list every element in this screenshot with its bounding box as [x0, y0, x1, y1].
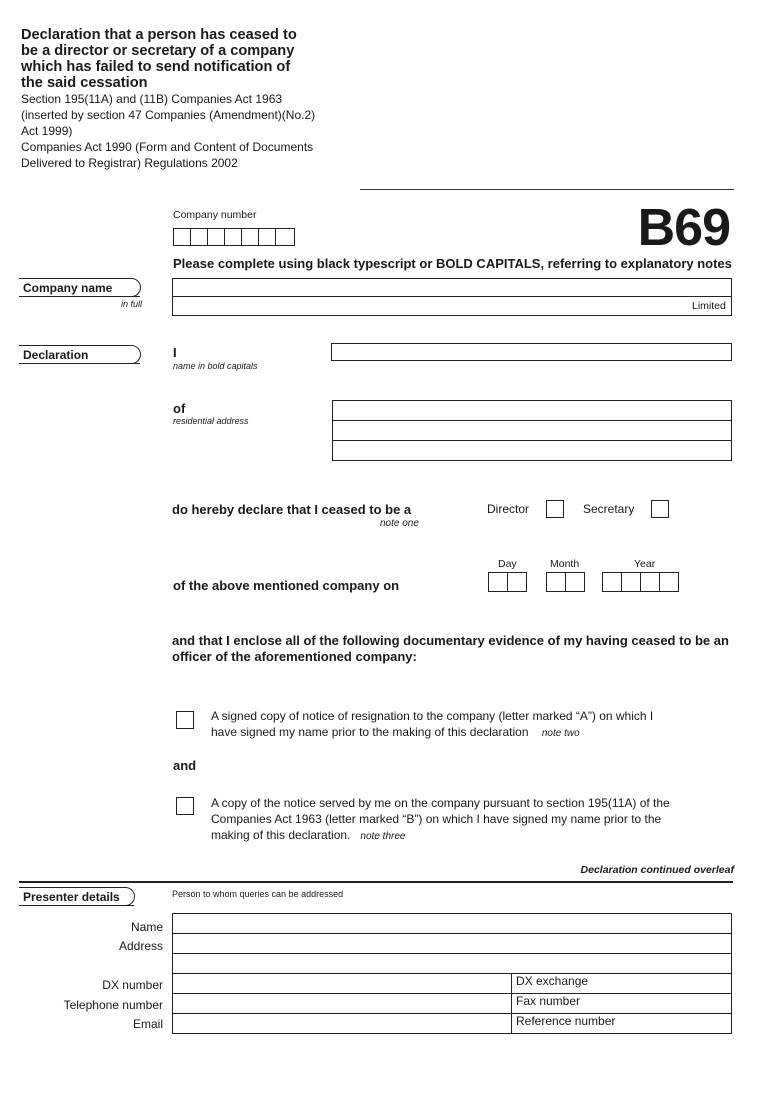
instructions: Please complete using black typescript or BOLD CAPITALS, referring to explanatory notes	[173, 256, 732, 271]
company-number-digit-box[interactable]	[173, 228, 191, 246]
address-field-line1[interactable]	[332, 400, 732, 421]
company-number-boxes	[173, 228, 295, 246]
month-digit-box[interactable]	[546, 572, 566, 592]
legal-reference-line: Delivered to Registrar) Regulations 2002	[21, 156, 238, 170]
email-field[interactable]	[173, 1014, 512, 1034]
note-three: note three	[360, 831, 406, 842]
name-hint: name in bold capitals	[173, 361, 258, 371]
presenter-name-field[interactable]	[173, 914, 732, 934]
company-number-label: Company number	[173, 209, 257, 221]
year-digit-box[interactable]	[640, 572, 660, 592]
i-label: I	[173, 345, 177, 360]
presenter-name-label: Name	[130, 920, 163, 934]
presenter-address-field-line1[interactable]	[173, 934, 732, 954]
year-label: Year	[634, 558, 656, 570]
company-name-field-line2[interactable]	[172, 296, 732, 316]
option-a-line-text: have signed my name prior to the making of this declaration	[211, 725, 529, 739]
option-b-line: Companies Act 1963 (letter marked “B”) on which I have signed my name prior to the	[211, 812, 662, 826]
company-number-digit-box[interactable]	[190, 228, 208, 246]
reference-number-field[interactable]	[512, 1014, 732, 1034]
title-line: which has failed to send notification of	[21, 59, 291, 75]
day-boxes	[488, 572, 527, 592]
presenter-address-field-line2[interactable]	[173, 954, 732, 974]
presenter-address-label: Address	[118, 939, 163, 953]
year-digit-box[interactable]	[659, 572, 679, 592]
address-field-line2[interactable]	[332, 420, 732, 441]
legal-reference-line: Section 195(11A) and (11B) Companies Act 1963	[21, 92, 283, 106]
dx-exchange-field[interactable]	[512, 974, 732, 994]
dx-number-label: DX number	[102, 978, 163, 992]
presenter-details-table	[172, 913, 732, 1034]
company-number-digit-box[interactable]	[224, 228, 242, 246]
email-label: Email	[132, 1017, 163, 1031]
title-line: be a director or secretary of a company	[21, 43, 295, 59]
continued-overleaf: Declaration continued overleaf	[580, 864, 734, 876]
director-label: Director	[487, 502, 530, 516]
date-statement: of the above mentioned company on	[173, 578, 400, 593]
reference-number-label: Reference number	[516, 1014, 616, 1028]
year-boxes	[602, 572, 679, 592]
note-one: note one	[380, 518, 419, 529]
address-field-line3[interactable]	[332, 440, 732, 461]
address-hint: residential address	[173, 416, 249, 426]
dx-exchange-label: DX exchange	[516, 974, 589, 988]
month-digit-box[interactable]	[565, 572, 585, 592]
legal-reference-line: (inserted by section 47 Companies (Amendment)(No.2)	[21, 108, 316, 122]
of-label: of	[173, 401, 186, 416]
year-digit-box[interactable]	[602, 572, 622, 592]
form-title	[21, 27, 321, 171]
header-divider	[360, 189, 734, 190]
form-code: B69	[637, 199, 730, 257]
telephone-field[interactable]	[173, 994, 512, 1014]
option-b-line: A copy of the notice served by me on the company pursuant to section 195(11A) of the	[211, 796, 670, 810]
section-divider	[19, 881, 733, 883]
legal-reference-line: Act 1999)	[21, 124, 73, 138]
enclose-statement: and that I enclose all of the following documentary evidence of my having ceased to be an officer of the aforementioned company:	[172, 633, 729, 664]
declaration-tag: Declaration	[19, 345, 141, 364]
presenter-details-tag: Presenter details	[19, 887, 135, 906]
note-two: note two	[541, 728, 580, 739]
month-boxes	[546, 572, 585, 592]
dx-number-field[interactable]	[173, 974, 512, 994]
day-digit-box[interactable]	[507, 572, 527, 592]
ceased-statement: do hereby declare that I ceased to be a	[172, 502, 412, 517]
company-name-tag: Company name	[19, 278, 141, 297]
title-line: Declaration that a person has ceased to	[21, 27, 297, 43]
option-a-line	[211, 724, 731, 742]
fax-number-label: Fax number	[516, 994, 581, 1008]
company-name-sublabel: in full	[121, 299, 143, 309]
secretary-checkbox[interactable]	[651, 500, 669, 518]
legal-reference-line: Companies Act 1990 (Form and Content of Documents	[21, 140, 314, 154]
option-b-text	[211, 795, 733, 845]
fax-number-field[interactable]	[512, 994, 732, 1014]
company-number-digit-box[interactable]	[258, 228, 276, 246]
company-name-field-line1[interactable]	[172, 278, 732, 297]
year-digit-box[interactable]	[621, 572, 641, 592]
declarant-name-field[interactable]	[331, 343, 732, 361]
company-number-digit-box[interactable]	[275, 228, 295, 246]
day-label: Day	[498, 558, 517, 570]
option-a-text	[211, 708, 731, 742]
queries-note: Person to whom queries can be addressed	[172, 889, 344, 899]
option-b-checkbox[interactable]	[176, 797, 194, 815]
telephone-label: Telephone number	[63, 998, 163, 1012]
title-line: the said cessation	[21, 75, 148, 91]
company-number-digit-box[interactable]	[207, 228, 225, 246]
option-a-checkbox[interactable]	[176, 711, 194, 729]
and-conjunction: and	[173, 758, 197, 773]
company-number-digit-box[interactable]	[241, 228, 259, 246]
option-a-line: A signed copy of notice of resignation to the company (letter marked “A”) on which I	[211, 709, 654, 723]
secretary-label: Secretary	[583, 502, 635, 516]
limited-suffix: Limited	[692, 300, 726, 312]
option-b-line	[211, 827, 733, 845]
director-checkbox[interactable]	[546, 500, 564, 518]
month-label: Month	[550, 558, 580, 570]
option-b-line-text: making of this declaration.	[211, 828, 351, 842]
day-digit-box[interactable]	[488, 572, 508, 592]
